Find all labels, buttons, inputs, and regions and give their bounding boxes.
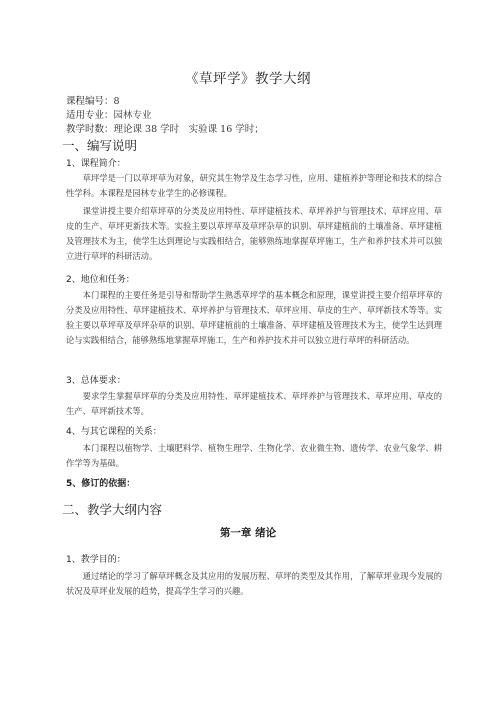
paragraph-course-intro-2: 课堂讲授主要介绍草坪草的分类及应用特性、草坪建植技术、草坪养护与管理技术、草坪应用、草皮的生产、草坪更新技术等。实验主要以草坪草及草坪杂草的识别、草坪建植前的土壤准备、草坪建植及管理技术为主，使学生达到理论与实践相结合，能够熟练地掌握草坪施工，生产和养护技术并可以独立进行草坪的科研活动。 bbox=[66, 206, 442, 261]
paragraph-relations: 本门课程以植物学、土壤肥料学、植物生理学、生物化学、农业微生物、遗传学、农业气象学、耕作学等为基础。 bbox=[66, 443, 442, 468]
subsection-heading-requirements: 3、总体要求： bbox=[66, 376, 126, 386]
hours-label: 教学时数： bbox=[66, 124, 114, 135]
course-code-line bbox=[66, 95, 120, 108]
hours-line bbox=[66, 123, 264, 136]
paragraph-role: 本门课程的主要任务是引导和帮助学生熟悉草坪学的基本概念和原理，课堂讲授主要介绍草坪草的分类及应用特性、草坪建植技术、草坪养护与管理技术、草坪应用、草皮的生产、草坪新技术等等。实验主要以草坪草及草坪杂草的识别、草坪建植前的土壤准备、草坪建植及管理技术为主，使学生达到理论与实践相结合，能够熟练地掌握草坪施工，生产和养护技术并可以独立进行草坪的科研活动。 bbox=[66, 290, 442, 345]
section-heading-2: 二、教学大纲内容 bbox=[62, 502, 163, 517]
subsection-heading-role: 2、地位和任务： bbox=[66, 275, 135, 285]
chapter-title: 第一章 绪论 bbox=[219, 527, 277, 539]
paragraph-course-intro-1: 草坪学是一门以草坪草为对象，研究其生物学及生态学习性，应用、建植养护等理论和技术的综合性学科。本课程是园林专业学生的必修课程。 bbox=[66, 173, 442, 198]
section-heading-1: 一、编写说明 bbox=[62, 138, 138, 153]
paragraph-objectives: 通过绪论的学习了解草坪概念及其应用的发展历程、草坪的类型及其作用，了解草坪业现今发展的状况及草坪业发展的趋势，提高学生学习的兴趣。 bbox=[66, 571, 442, 596]
major-value: 园林专业 bbox=[113, 110, 152, 121]
document-title: 《草坪学》教学大纲 bbox=[185, 71, 311, 87]
major-label: 适用专业： bbox=[66, 110, 114, 121]
major-line bbox=[66, 109, 152, 122]
subsection-heading-objectives: 1、教学目的： bbox=[66, 555, 126, 565]
course-code-label: 课程编号： bbox=[66, 96, 114, 107]
paragraph-requirements: 要求学生掌握草坪草的分类及应用特性、草坪建植技术、草坪养护与管理技术、草坪应用、草皮的生产、草坪新技术等。 bbox=[66, 391, 442, 416]
course-code-value: 8 bbox=[113, 96, 120, 107]
subsection-heading-course-intro: 1、课程简介： bbox=[66, 159, 126, 169]
subsection-heading-revision: 5、修订的依据： bbox=[66, 479, 136, 489]
hours-value: 理论课 38 学时 实验课 16 学时； bbox=[113, 124, 264, 135]
subsection-heading-relations: 4、与其它课程的关系： bbox=[66, 427, 162, 437]
